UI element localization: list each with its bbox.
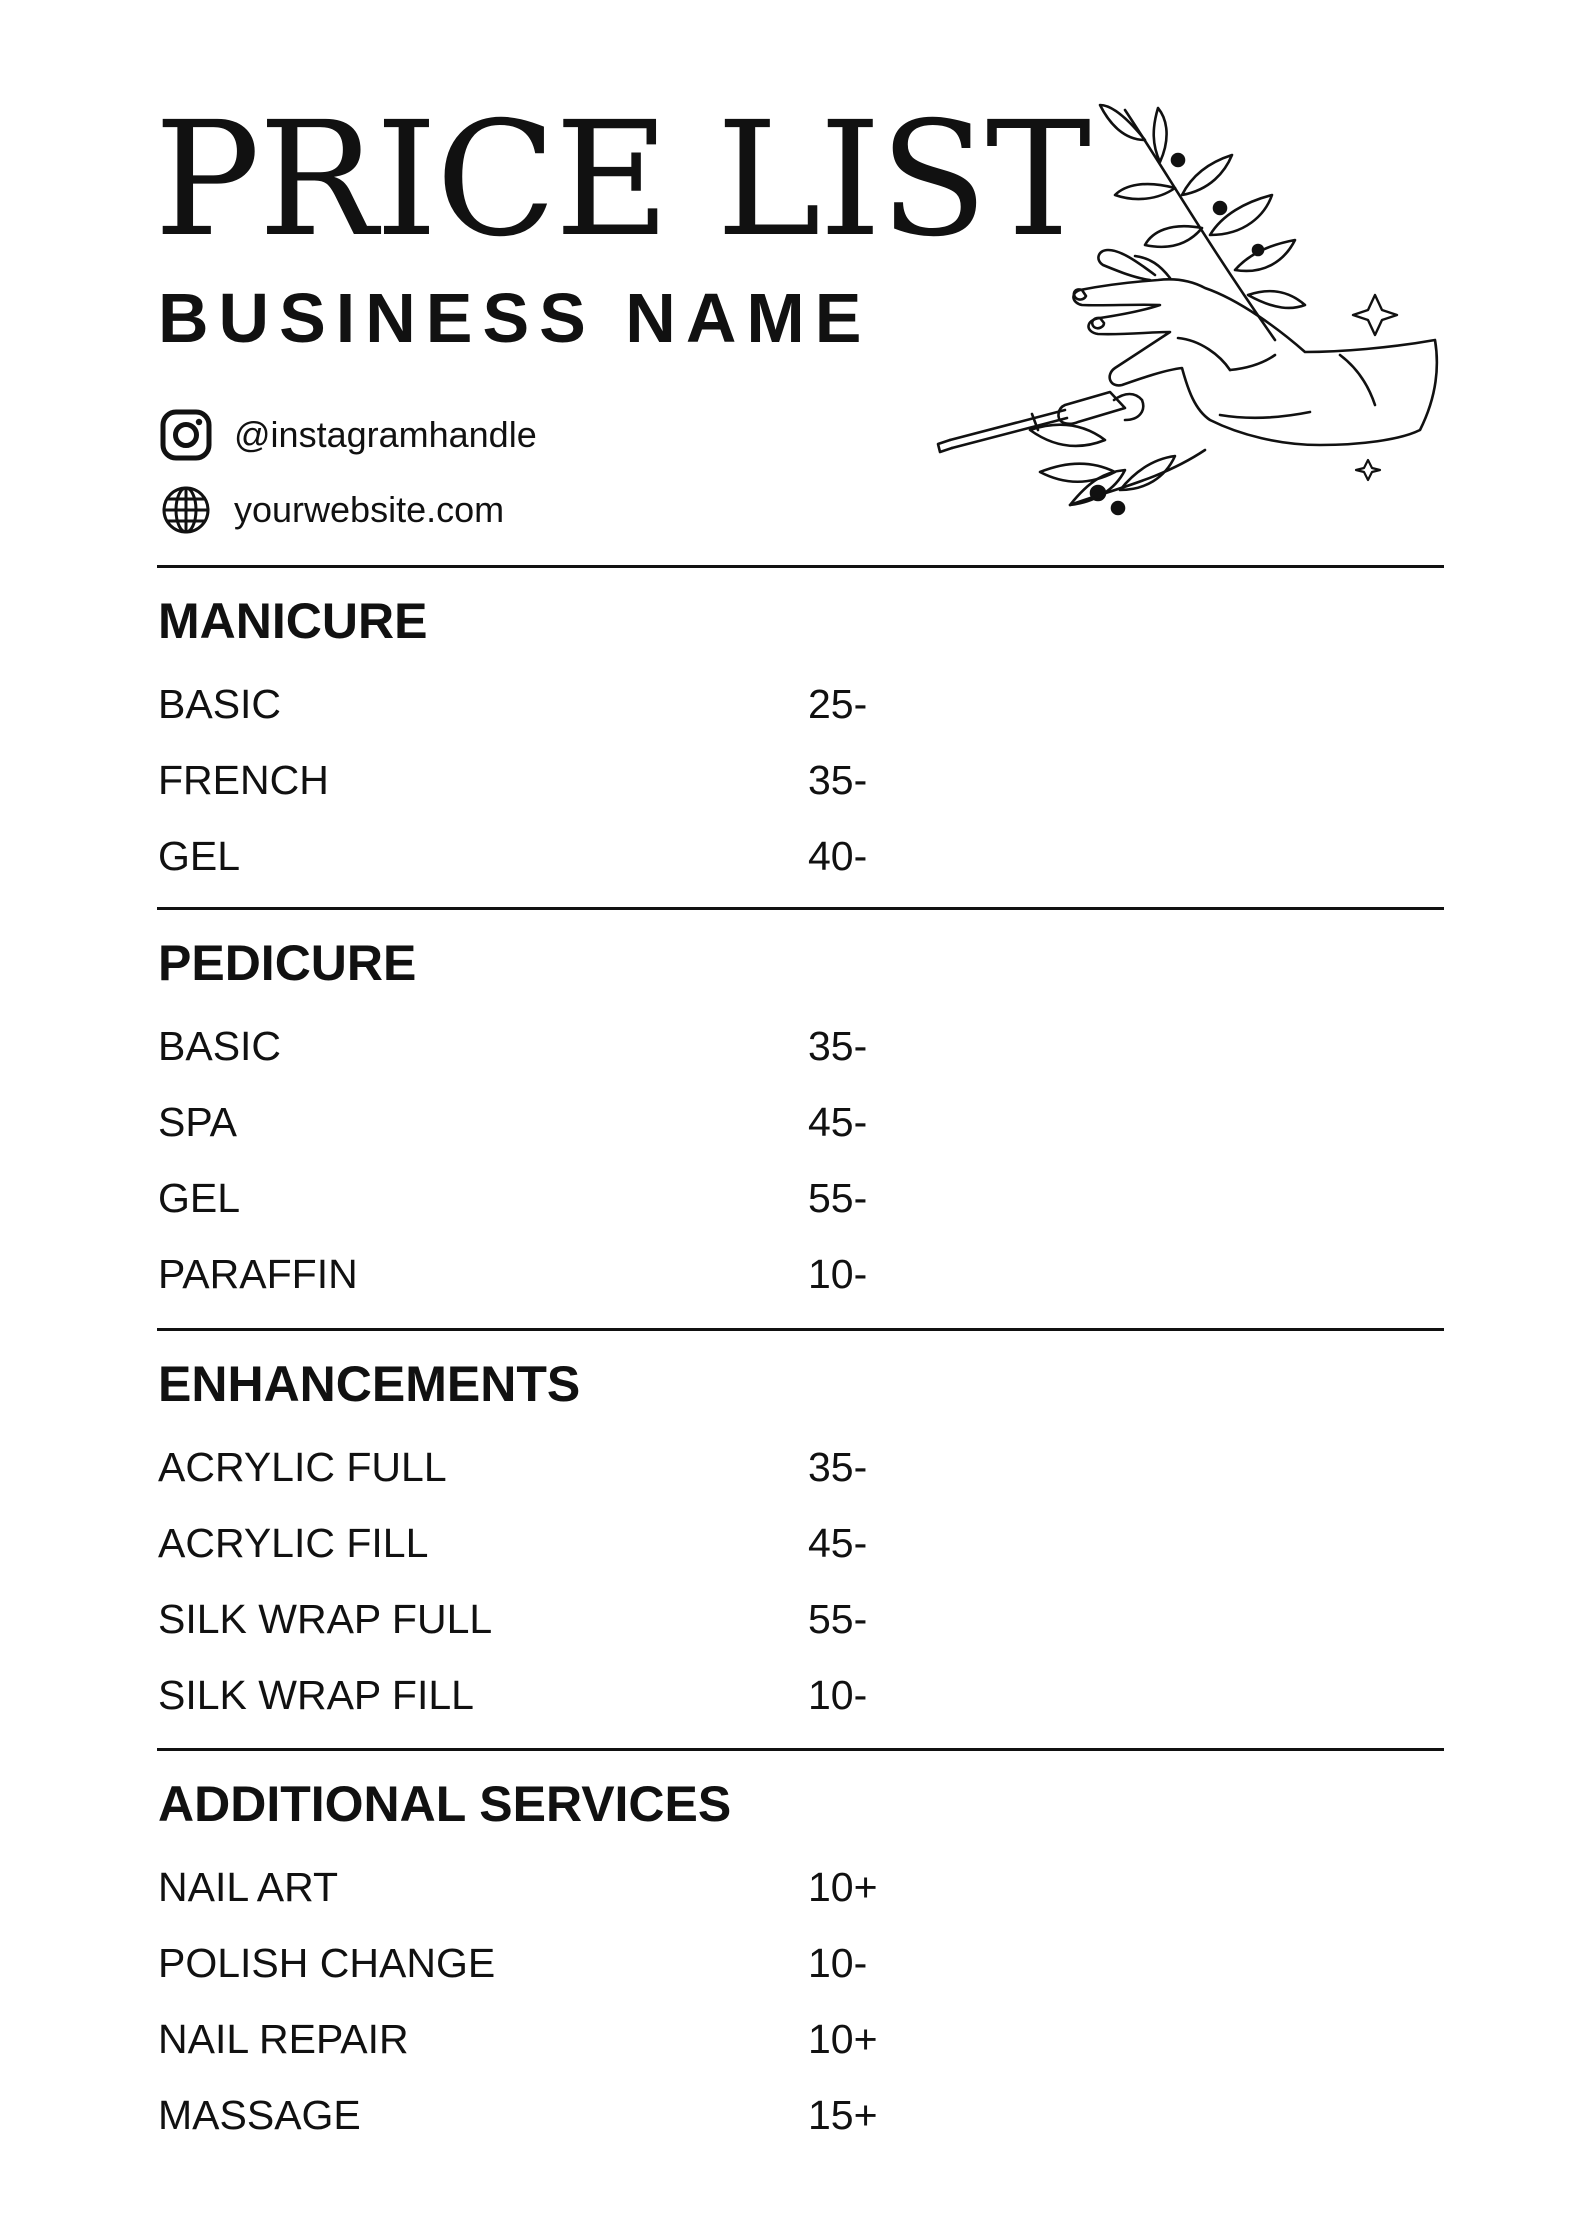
- service-price: 10-: [808, 1671, 868, 1718]
- service-price: 45-: [808, 1098, 868, 1145]
- instagram-contact[interactable]: [158, 405, 537, 465]
- section-additional-services: [158, 1767, 1448, 2153]
- service-name: SILK WRAP FULL: [158, 1595, 493, 1642]
- service-name: FRENCH: [158, 756, 329, 803]
- service-name: POLISH CHANGE: [158, 1939, 496, 1986]
- service-price: 35-: [808, 1443, 868, 1490]
- service-name: MASSAGE: [158, 2091, 361, 2138]
- price-row: [158, 742, 1448, 818]
- service-name: SILK WRAP FILL: [158, 1671, 474, 1718]
- price-row: [158, 1236, 1448, 1312]
- service-price: 10-: [808, 1250, 868, 1297]
- divider: [157, 565, 1444, 568]
- section-pedicure: [158, 926, 1448, 1312]
- service-price: 55-: [808, 1174, 868, 1221]
- service-price: 10+: [808, 2015, 878, 2062]
- service-price: 55-: [808, 1595, 868, 1642]
- section-enhancements: [158, 1347, 1448, 1733]
- service-name: SPA: [158, 1098, 237, 1145]
- service-name: NAIL ART: [158, 1863, 339, 1910]
- instagram-handle: @instagramhandle: [234, 414, 537, 455]
- service-name: BASIC: [158, 1022, 282, 1069]
- polish-brush-cap: [1058, 392, 1125, 424]
- service-price: 15+: [808, 2091, 878, 2138]
- service-price: 10-: [808, 1939, 868, 1986]
- website-contact[interactable]: [158, 480, 504, 540]
- service-name: ACRYLIC FILL: [158, 1519, 429, 1566]
- service-name: GEL: [158, 1174, 241, 1221]
- sparkle-large: [1353, 295, 1397, 335]
- service-price: 25-: [808, 680, 868, 727]
- page-title: PRICE LIST: [154, 88, 1090, 272]
- business-name: BUSINESS NAME: [158, 279, 872, 357]
- price-row: [158, 1581, 1448, 1657]
- service-price: 35-: [808, 756, 868, 803]
- service-price: 10+: [808, 1863, 878, 1910]
- globe-icon: [158, 482, 214, 538]
- price-row: [158, 1160, 1448, 1236]
- price-row: [158, 818, 1448, 894]
- service-name: GEL: [158, 832, 241, 879]
- divider: [157, 907, 1444, 910]
- lower-branch: [1070, 450, 1205, 505]
- divider: [157, 1328, 1444, 1331]
- service-price: 35-: [808, 1022, 868, 1069]
- price-row: [158, 666, 1448, 742]
- section-title: PEDICURE: [158, 935, 417, 991]
- price-row: [158, 1657, 1448, 1733]
- service-name: BASIC: [158, 680, 282, 727]
- sparkle-small: [1356, 460, 1380, 480]
- price-row: [158, 1849, 1448, 1925]
- price-row: [158, 1925, 1448, 2001]
- hand-nail-polish-illustration: [920, 100, 1460, 550]
- section-title: ENHANCEMENTS: [158, 1356, 581, 1412]
- price-row: [158, 2077, 1448, 2153]
- service-name: PARAFFIN: [158, 1250, 358, 1297]
- price-row: [158, 2001, 1448, 2077]
- service-price: 45-: [808, 1519, 868, 1566]
- section-title: MANICURE: [158, 593, 428, 649]
- instagram-icon: [158, 407, 214, 463]
- divider: [157, 1748, 1444, 1751]
- service-name: NAIL REPAIR: [158, 2015, 409, 2062]
- price-row: [158, 1429, 1448, 1505]
- section-title: ADDITIONAL SERVICES: [158, 1776, 732, 1832]
- service-price: 40-: [808, 832, 868, 879]
- price-row: [158, 1008, 1448, 1084]
- price-row: [158, 1084, 1448, 1160]
- price-row: [158, 1505, 1448, 1581]
- section-manicure: [158, 584, 1448, 894]
- service-name: ACRYLIC FULL: [158, 1443, 447, 1490]
- website-url: yourwebsite.com: [234, 489, 505, 530]
